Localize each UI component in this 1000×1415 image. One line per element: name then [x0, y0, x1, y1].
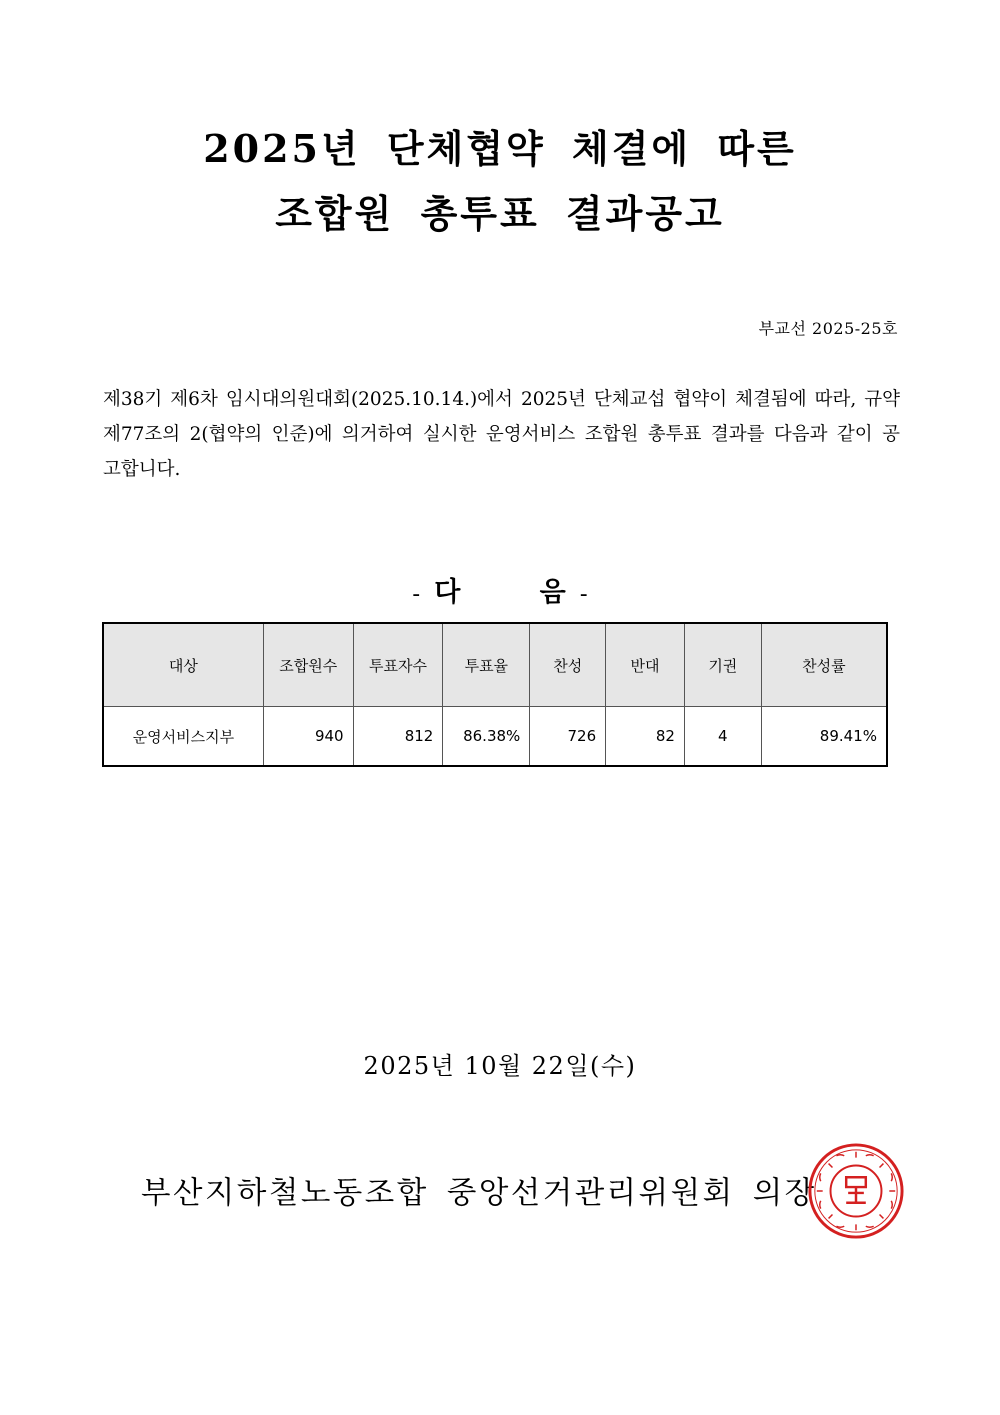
table-row: [103, 707, 887, 767]
document-number: 부교선 2025-25호: [758, 319, 898, 338]
cell-turnout: 86.38%: [443, 707, 530, 767]
header-yes: 찬성: [530, 623, 606, 707]
header-approval-rate: 찬성률: [761, 623, 887, 707]
header-members: 조합원수: [263, 623, 353, 707]
cell-abstain: 4: [684, 707, 761, 767]
header-turnout: 투표율: [443, 623, 530, 707]
cell-voters: 812: [353, 707, 443, 767]
body-paragraph: 제38기 제6차 임시대의원대회(2025.10.14.)에서 2025년 단체교섭 협약이 체결됨에 따라, 규약 제77조의 2(협약의 인준)에 의거하여 실시한 운영서비스 조합원 총투표 결과를 다음과 같이 공고합니다.: [103, 389, 900, 480]
header-target: 대상: [103, 623, 263, 707]
cell-target: 운영서비스지부: [103, 707, 263, 767]
signature-line: 부산지하철노동조합 중앙선거관리위원회 의장: [141, 1176, 817, 1211]
heading-text: 다 음: [434, 577, 566, 608]
vote-results-table: [102, 622, 888, 767]
title-line-1: 2025년 단체협약 체결에 따른: [203, 126, 797, 171]
header-no: 반대: [606, 623, 685, 707]
header-voters: 투표자수: [353, 623, 443, 707]
header-abstain: 기권: [684, 623, 761, 707]
heading-dash-left: -: [412, 582, 421, 607]
title-line-2: 조합원 총투표 결과공고: [275, 191, 725, 236]
section-heading: [0, 570, 1000, 609]
table-header-row: [103, 623, 887, 707]
cell-yes: 726: [530, 707, 606, 767]
cell-members: 940: [263, 707, 353, 767]
notice-date: 2025년 10월 22일(수): [363, 1052, 637, 1080]
official-seal-icon: [807, 1142, 905, 1240]
cell-no: 82: [606, 707, 685, 767]
heading-dash-right: -: [579, 582, 588, 607]
cell-approval-rate: 89.41%: [761, 707, 887, 767]
